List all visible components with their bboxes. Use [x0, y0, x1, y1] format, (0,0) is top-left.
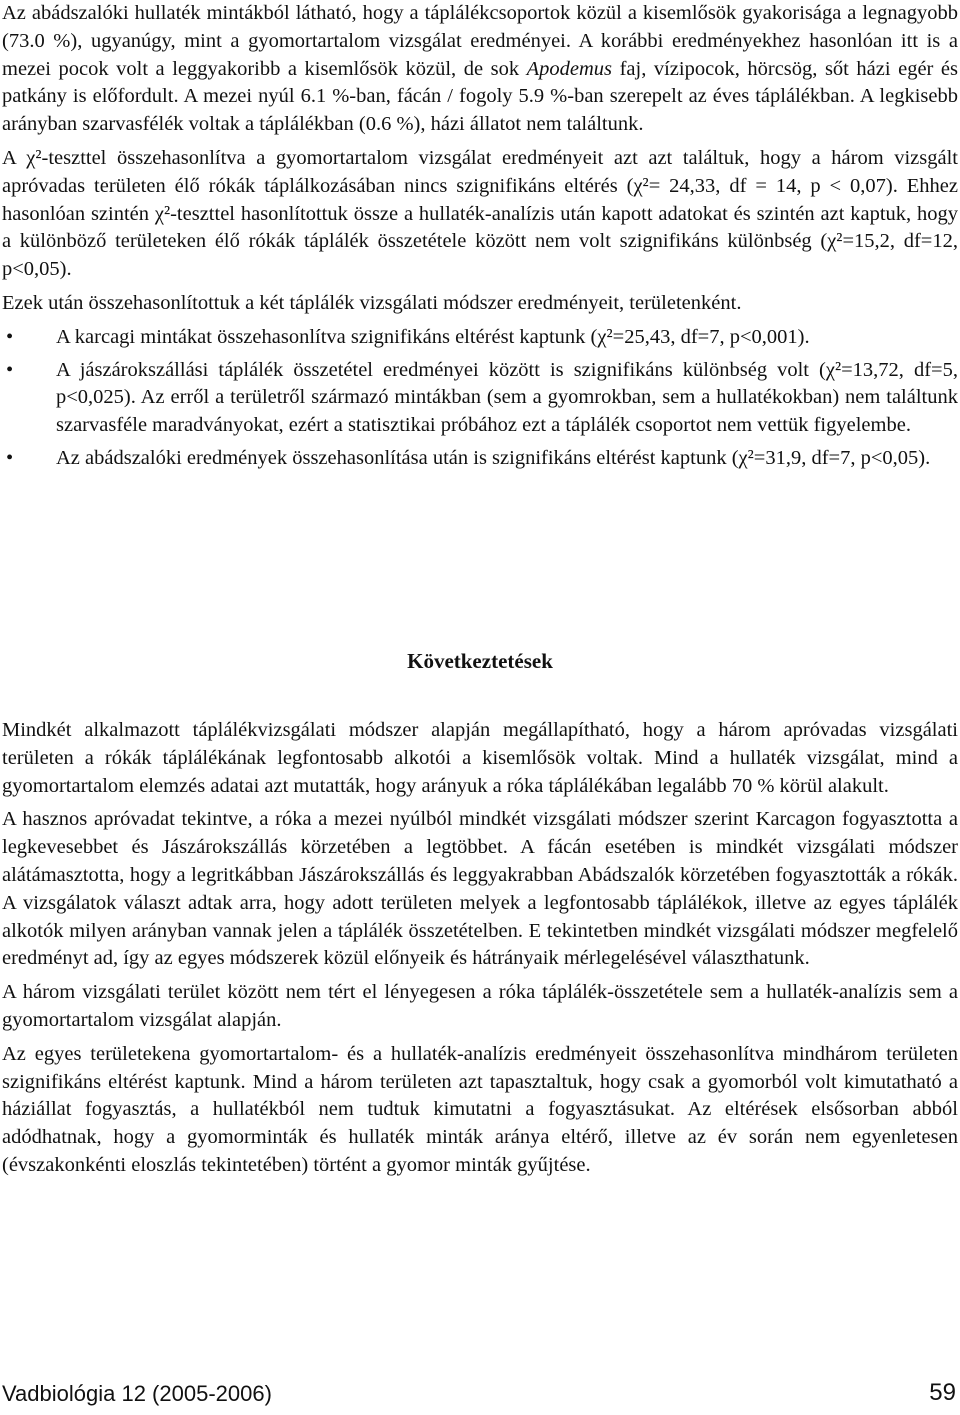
footer-journal-citation: Vadbiológia 12 (2005-2006)	[2, 1381, 272, 1406]
paragraph-text: faj, vízipocok, hörcsög, sőt házi egér és patkány is előfordult. A mezei nyúl 6.1 %-ban, fácán / fogoly 5.9 %-ban szerepelt az éves táplálékban. A legkisebb arányban szarvasfélék voltak a táplálékban (0.6 %), házi állatot nem találtunk.	[2, 57, 958, 136]
bullet-text: A jászárokszállási táplálék összetétel eredményei között is szignifikáns különbség volt (χ²=13,72, df=5, p<0,025). Az erről a területről származó mintákban (sem a gyomrokban, sem a hullatékokban) nem találtunk szarvasféle maradványokat, ezért a statisztikai próbához ezt a táplálék csoportot nem vettük figyelembe.	[56, 358, 958, 437]
results-text-block	[2, 0, 958, 478]
paragraph-chi-square-tests: A χ²-teszttel összehasonlítva a gyomortartalom vizsgálat eredményeit azt azt találtuk, hogy a három vizsgált apróvadas területen élő rókák táplálkozásában nincs szignifikáns eltérés (χ²= 24,33, df = 14, p < 0,07). Ehhez hasonlóan szintén χ²-teszttel hasonlítottuk össze a hullaték-analízis után kapott adatokat és szintén azt kaptuk, hogy a különböző területeken élő rókák táplálék összetétele között nem volt szignifikáns különbség (χ²=15,2, df=12, p<0,05).	[2, 146, 958, 281]
italic-genus-name: Apodemus	[526, 57, 613, 80]
paragraph-conclusion-3: A három vizsgálati terület között nem tért el lényegesen a róka táplálék-összetétele sem a hullaték-analízis sem a gyomortartalom vizsgálat alapján.	[2, 981, 958, 1031]
paragraph-comparison-intro: Ezek után összehasonlítottuk a két táplálék vizsgálati módszer eredményeit, területenként.	[2, 291, 742, 314]
paragraph-conclusion-2: A hasznos apróvadat tekintve, a róka a mezei nyúlból mindkét vizsgálati módszer szerint Karcagon fogyasztotta a legkevesebbet és Jászárokszállás körzetében a legtöbbet. A fácán esetében is mindkét vizsgálati módszer alátámasztotta, hogy a legritkábban Jászárokszállás és leggyakrabban Abádszalók körzetében fogyasztották a rókák. A vizsgálatok választ adtak arra, hogy adott területen melyek a legfontosabb táplálékok, illetve az egyes táplálék alkotók milyen arányban vannak jelen a táplálék összetételben. E tekintetben mindkét vizsgálati módszer megfelelő eredményt ad, így az egyes módszerek közül előnyeik és hátrányaik mérlegelésével választhatunk.	[2, 808, 958, 970]
section-heading-conclusions: Következtetések	[407, 649, 553, 673]
bullet-item-karcag	[2, 324, 958, 352]
paragraph-text: Az abádszalóki hullaték mintákból látható, hogy a táplálékcsoportok közül a kisemlősök gyakorisága a legnagyobb (73.0 %), ugyanúgy, mint a gyomortartalom vizsgálat eredményei. A korábbi eredményekhez hasonlóan itt is a mezei pocok volt a leggyakoribb a kisemlősök közül, de sok	[2, 2, 958, 80]
conclusions-text-block	[2, 717, 958, 1180]
paragraph-conclusion-1: Mindkét alkalmazott táplálékvizsgálati módszer alapján megállapítható, hogy a három apróvadas vizsgálati területen a rókák táplálékának legfontosabb alkotói a kisemlősök voltak. Mind a hullaték vizsgálat, mind a gyomortartalom elemzés adatai azt mutatták, hogy arányuk a róka táplálékában legalább 70 % körül alakult.	[2, 719, 958, 797]
bullet-item-abadszalok	[2, 445, 958, 473]
paragraph-conclusion-4: Az egyes területekena gyomortartalom- és a hullaték-analízis eredményeit összehasonlítva mindhárom területen szignifikáns eltérést kaptunk. Mind a három területen azt tapasztaltuk, hogy csak a gyomorból volt kimutatható a háziállat fogyasztás, a hullatékból nem tudtuk kimutatni a fogyasztásukat. Az eltérések elsősorban abból adódhatnak, hogy a gyomorminták és hullaték minták aránya eltérő, illetve az év során nem egyenletesen (évszakonkénti eloszlás tekintetében) történt a gyomor minták gyűjtése.	[2, 1042, 958, 1176]
paragraph-abadszalok-scat	[2, 0, 958, 139]
bullet-text: A karcagi mintákat összehasonlítva szignifikáns eltérést kaptunk (χ²=25,43, df=7, p<0,001).	[56, 325, 810, 348]
bullet-icon: •	[6, 446, 14, 469]
footer-page-number: 59	[929, 1379, 956, 1406]
bullet-icon: •	[6, 358, 14, 381]
bullet-text: Az abádszalóki eredmények összehasonlítása után is szignifikáns eltérést kaptunk (χ²=31,9, df=7, p<0,05).	[56, 446, 931, 469]
bullet-icon: •	[6, 325, 14, 348]
comparison-bullet-list	[2, 324, 958, 473]
bullet-item-jaszarokszallas	[2, 357, 958, 440]
